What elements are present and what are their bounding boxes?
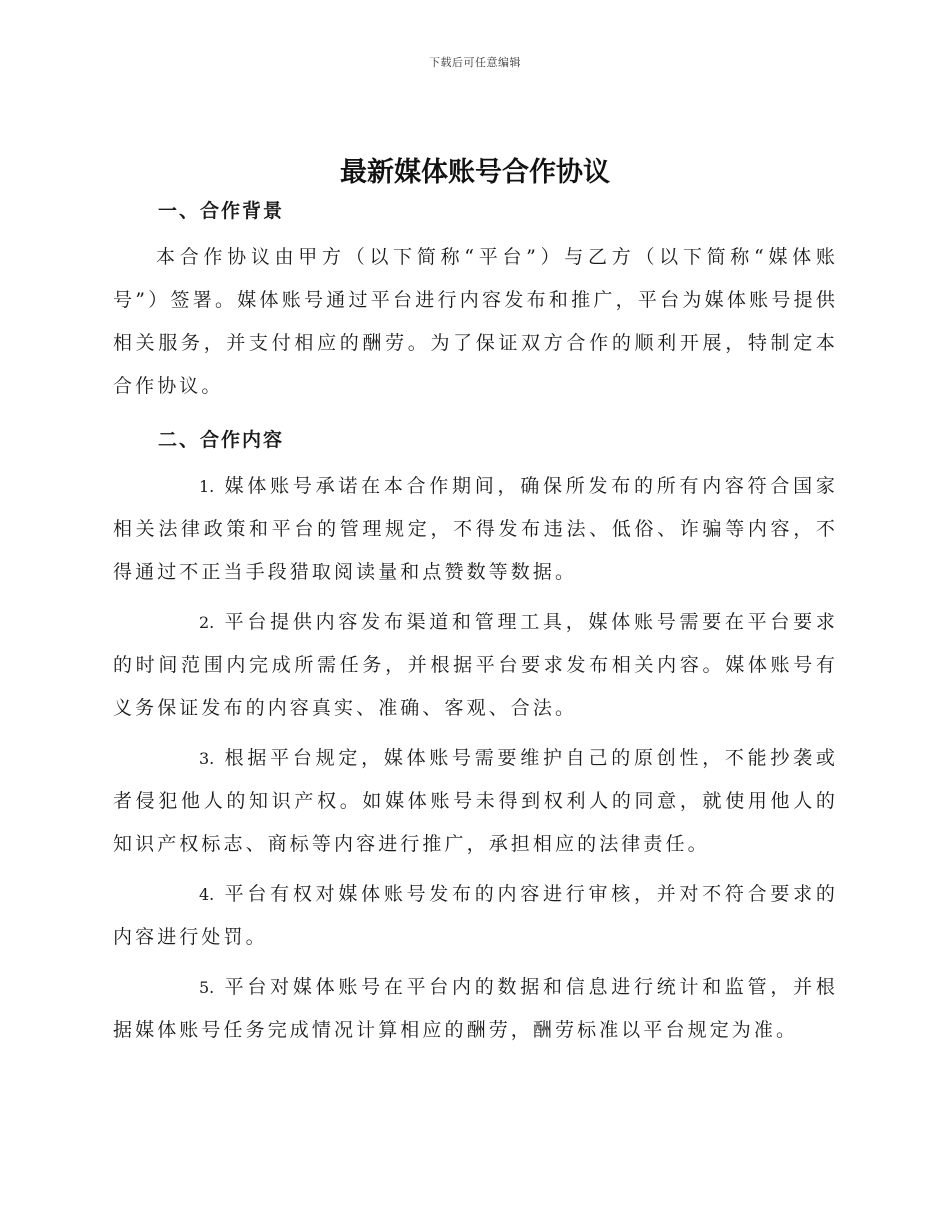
list-item-text: 平台提供内容发布渠道和管理工具，媒体账号需要在平台要求的时间范围内完成所需任务，并根据平台要求发布相关内容。媒体账号有义务保证发布的内容真实、准确、客观、合法。 (113, 611, 838, 719)
list-item-number: 4. (199, 885, 215, 904)
page-header-note: 下载后可任意编辑 (429, 56, 521, 69)
list-item-number: 5. (199, 978, 215, 997)
list-item-number: 3. (199, 749, 215, 768)
document-body (113, 193, 838, 1052)
list-item (113, 601, 838, 730)
list-item-text: 平台对媒体账号在平台内的数据和信息进行统计和监管，并根据媒体账号任务完成情况计算相应的酬劳，酬劳标准以平台规定为准。 (113, 976, 838, 1041)
section-heading-background: 一、合作背景 (158, 200, 285, 222)
list-item-number: 1. (199, 477, 215, 496)
background-paragraph: 本合作协议由甲方（以下简称“平台”）与乙方（以下简称“媒体账号”）签署。媒体账号通过平台进行内容发布和推广，平台为媒体账号提供相关服务，并支付相应的酬劳。为了保证双方合作的顺利开展，特制定本合作协议。 (113, 246, 838, 397)
list-item-text: 媒体账号承诺在本合作期间，确保所发布的所有内容符合国家相关法律政策和平台的管理规定，不得发布违法、低俗、诈骗等内容，不得通过不正当手段猎取阅读量和点赞数等数据。 (113, 475, 838, 583)
list-item (113, 465, 838, 594)
document-title: 最新媒体账号合作协议 (340, 157, 610, 188)
list-item (113, 737, 838, 866)
list-item-text: 根据平台规定，媒体账号需要维护自己的原创性，不能抄袭或者侵犯他人的知识产权。如媒体账号未得到权利人的同意，就使用他人的知识产权标志、商标等内容进行推广，承担相应的法律责任。 (113, 747, 838, 855)
list-item-text: 平台有权对媒体账号发布的内容进行审核，并对不符合要求的内容进行处罚。 (113, 883, 838, 948)
list-item (113, 966, 838, 1052)
list-item-number: 2. (199, 613, 215, 632)
list-item (113, 873, 838, 959)
section-heading-content: 二、合作内容 (158, 429, 285, 451)
